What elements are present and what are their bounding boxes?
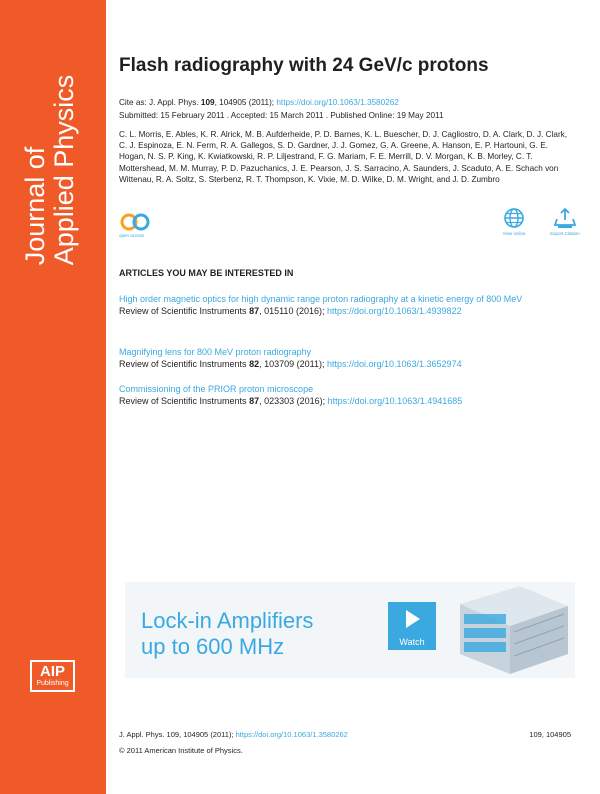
journal-title (21, 75, 79, 266)
cite-rest: , 104905 (2011); (214, 98, 277, 107)
export-icon (553, 207, 577, 229)
globe-icon (503, 207, 525, 229)
citation-line (119, 98, 399, 107)
related-doi-link[interactable]: https://doi.org/10.1063/1.4941685 (327, 396, 463, 406)
open-access-label: open access (119, 233, 145, 238)
footer-citation (119, 730, 348, 739)
footer-doi-link[interactable]: https://doi.org/10.1063/1.3580262 (235, 730, 348, 739)
article-title: Flash radiography with 24 GeV/c protons (119, 55, 489, 76)
related-article (119, 346, 581, 370)
aip-logo-subtext: Publishing (36, 680, 69, 687)
related-journal: Review of Scientific Instruments (119, 359, 250, 369)
ad-line2: up to 600 MHz (141, 634, 285, 659)
ad-line1: Lock-in Amplifiers (141, 608, 314, 633)
related-doi-link[interactable]: https://doi.org/10.1063/1.3652974 (326, 359, 462, 369)
related-article-ref (119, 358, 581, 370)
related-journal: Review of Scientific Instruments (119, 306, 250, 316)
journal-title-line2: Applied Physics (49, 74, 79, 266)
article-doi-link[interactable]: https://doi.org/10.1063/1.3580262 (276, 98, 399, 107)
cite-volume: 109 (200, 98, 215, 107)
watch-button[interactable] (388, 602, 436, 650)
submission-dates: Submitted: 15 February 2011 . Accepted: 15 March 2011 . Published Online: 19 May 2011 (119, 111, 444, 120)
aip-logo-text: AIP (39, 663, 65, 680)
cite-prefix: Cite as: J. Appl. Phys. (119, 98, 201, 107)
instrument-rack-image (450, 584, 570, 674)
related-article-ref (119, 395, 581, 407)
journal-title-line1: Journal of (20, 146, 50, 266)
open-access-icon[interactable] (119, 210, 155, 240)
related-article-title[interactable]: Magnifying lens for 800 MeV proton radiography (119, 347, 312, 357)
related-doi-link[interactable]: https://doi.org/10.1063/1.4939822 (326, 306, 462, 316)
copyright-notice: © 2011 American Institute of Physics. (119, 746, 243, 755)
export-citation-label: Export Citation (550, 231, 580, 236)
related-article (119, 383, 581, 407)
related-pages: , 015110 (2016); (259, 306, 327, 316)
aip-publishing-logo[interactable] (30, 660, 75, 692)
footer-cite: J. Appl. Phys. 109, 104905 (2011); (119, 730, 236, 739)
view-online-button[interactable] (496, 207, 532, 241)
footer-page-ref: 109, 104905 (529, 730, 571, 739)
related-journal: Review of Scientific Instruments (119, 396, 250, 406)
related-volume: 87 (249, 396, 260, 406)
view-online-label: View online (502, 231, 526, 236)
related-pages: , 023303 (2016); (259, 396, 328, 406)
ad-text (141, 608, 313, 660)
related-articles-heading: ARTICLES YOU MAY BE INTERESTED IN (119, 268, 294, 278)
related-article (119, 293, 581, 317)
export-citation-button[interactable] (547, 207, 583, 241)
play-icon (388, 602, 436, 636)
advertisement-banner[interactable] (125, 582, 575, 678)
journal-sidebar (0, 0, 106, 794)
author-list: C. L. Morris, E. Ables, K. R. Alrick, M. B. Aufderheide, P. D. Barnes, K. L. Buescher, D. J. Cagliostro, D. A. Clark, D. J. Clark, C. J. Espinoza, E. N. Ferm, R. A. Gallegos, S. D. Gardner, J. J. Gomez, G. A. Greene, A. Hanson, E. P. Hartouni, G. E. Hogan, N. S. P. King, K. Kwiatkowski, R. P. Liljestrand, F. G. Mariam, F. E. Merrill, D. V. Morgan, K. B. Morley, C. T. Mottershead, M. M. Murray, P. D. Pazuchanics, J. E. Pearson, J. S. Sarracino, A. Saunders, J. Scaduto, A. E. Schach von Wittenau, R. A. Soltz, S. Sterbenz, R. T. Thompson, K. Vixie, M. D. Wilke, D. M. Wright, and J. D. Zumbro (119, 130, 568, 184)
related-volume: 82 (249, 359, 260, 369)
related-article-ref (119, 305, 581, 317)
related-article-title[interactable]: High order magnetic optics for high dynamic range proton radiography at a kinetic energy of 800 MeV (119, 294, 523, 304)
watch-label: Watch (399, 637, 425, 647)
related-volume: 87 (249, 306, 260, 316)
related-article-title[interactable]: Commissioning of the PRIOR proton microscope (119, 384, 314, 394)
related-pages: , 103709 (2011); (259, 359, 327, 369)
